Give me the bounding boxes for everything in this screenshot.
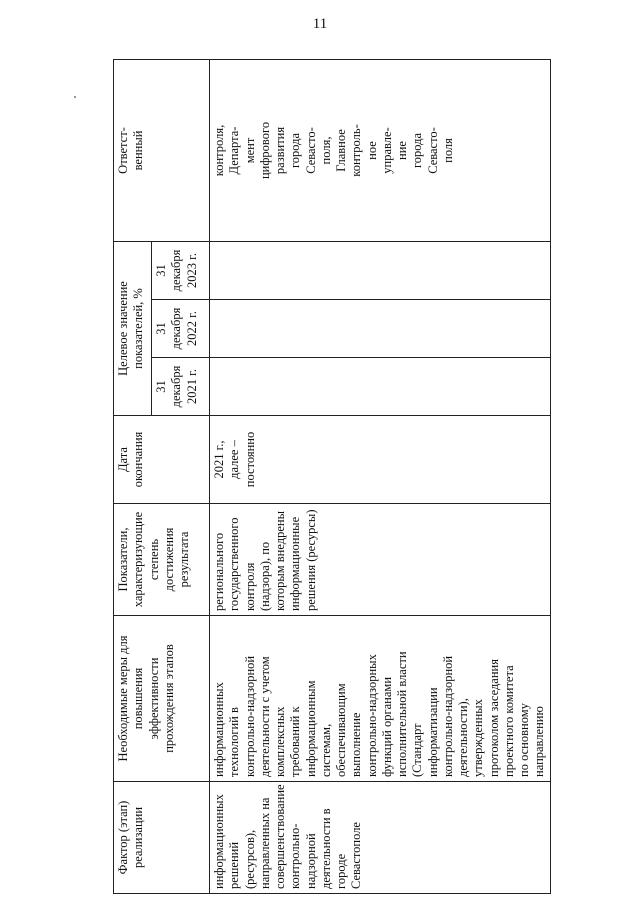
text-line: прохождения этапов [161,644,176,753]
text-line: цифрового [257,121,272,180]
text-line: города [410,132,425,169]
rotated-table-wrapper [113,60,547,894]
text-line: Необходимые меры для [116,635,130,762]
text-line: информационных [212,682,226,777]
text-line: контрольно- [288,823,303,889]
text-line: ное [364,141,379,160]
text-line: утвержденных [471,699,486,777]
text-line: 2021 г. [184,369,199,404]
text-line: протоколом заседания [486,659,501,777]
text-line: Главное [334,129,348,172]
text-line: поля [440,138,455,163]
text-line: 2023 г. [184,253,199,288]
text-line: 2021 г., [212,440,226,479]
header-target [114,241,152,415]
text-line: венный [131,130,146,171]
header-target-2021 [152,358,210,416]
text-line: (Стандарт [410,723,425,777]
cell-factor [210,782,551,894]
table-row [210,59,551,893]
cell-responsible [210,59,551,241]
cell-target-2022 [210,300,551,358]
text-line: развития [273,126,287,175]
text-line: информатизации [425,687,440,777]
cell-measures [210,616,551,782]
text-line: далее – [227,440,242,479]
text-line: управле- [379,127,394,174]
text-line: Показатели, [116,527,130,592]
text-line: результата [177,531,191,588]
header-target-2022 [152,300,210,358]
text-line: окончания [131,431,146,488]
text-line: степень [146,538,161,581]
text-line: контрольно-надзорной [242,655,257,777]
text-line: обеспечивающим [334,683,348,777]
text-line: декабря [169,365,184,408]
text-line: решения (ресурсы) [303,509,318,611]
text-line: выполнение [349,712,364,777]
text-line: постоянно [242,431,257,488]
text-line: совершенствование [273,784,287,889]
text-line: регионального [212,532,226,611]
text-line: решений (ресурсов), [227,829,257,889]
text-line: информационные [288,516,303,611]
text-line: надзорной [303,833,318,889]
text-line: 31 [154,264,168,277]
text-line: комплексных [273,706,287,777]
text-line: Севасто- [303,127,318,174]
header-target-2023 [152,241,210,299]
text-line: повышения [131,667,146,730]
text-line: Целевое значение [116,281,130,376]
text-line: 2022 г. [184,311,199,346]
text-line: направлению [532,706,547,777]
text-line: Департа- [227,126,242,175]
text-line: информационных [212,794,226,889]
text-line: системам, [318,723,333,777]
header-responsible [114,59,210,241]
text-line: технологий в [227,707,242,777]
cell-end-date [210,416,551,504]
text-line: исполнительной власти [395,651,409,777]
text-line: деятельности), [456,698,470,777]
header-measures [114,616,210,782]
text-line: достижения [161,527,176,592]
text-line: 31 [154,380,168,393]
text-line: деятельности в [318,808,333,889]
text-line: Дата [116,447,130,472]
header-factor [114,782,210,894]
header-indicators [114,504,210,616]
text-line: (надзора), по [257,541,272,611]
page-number: 11 [312,16,328,32]
text-line: государственного [227,517,242,611]
cell-indicators [210,504,551,616]
text-line: по основному [517,703,531,777]
targets-table [113,59,551,894]
cell-target-2021 [210,358,551,416]
text-line: реализации [131,806,146,869]
text-line: требований к [288,706,303,777]
text-line: контрольно-надзорных [364,654,379,777]
text-line: мент [242,137,257,164]
text-line: города [288,132,303,169]
text-line: контроль- [349,124,364,177]
text-line: контрольно-надзорной [440,655,455,777]
text-line: контроля, [212,124,226,177]
cell-target-2023 [210,241,551,299]
text-line: декабря [169,249,184,292]
text-line: ние [395,141,409,160]
text-line: декабря [169,307,184,350]
text-line: показателей, % [131,288,146,369]
text-line: характеризующие [131,511,146,608]
text-line: деятельности с учетом [257,656,272,777]
text-line: Севасто- [425,127,440,174]
text-line: Фактор (этап) [116,800,130,875]
header-end-date [114,416,210,504]
text-line: городе Севастополе [334,822,364,889]
text-line: информационным [303,680,318,777]
text-line: 31 [154,322,168,335]
text-line: которым внедрены [273,511,287,611]
text-line: контроля [242,562,257,611]
text-line: проектного комитета [501,665,516,777]
text-line: направленных на [257,797,272,889]
scan-speck [74,96,76,98]
text-line: функций органами [379,676,394,777]
text-line: поля, [318,136,333,165]
text-line: Ответст- [116,127,130,174]
text-line: эффективности [146,657,161,740]
